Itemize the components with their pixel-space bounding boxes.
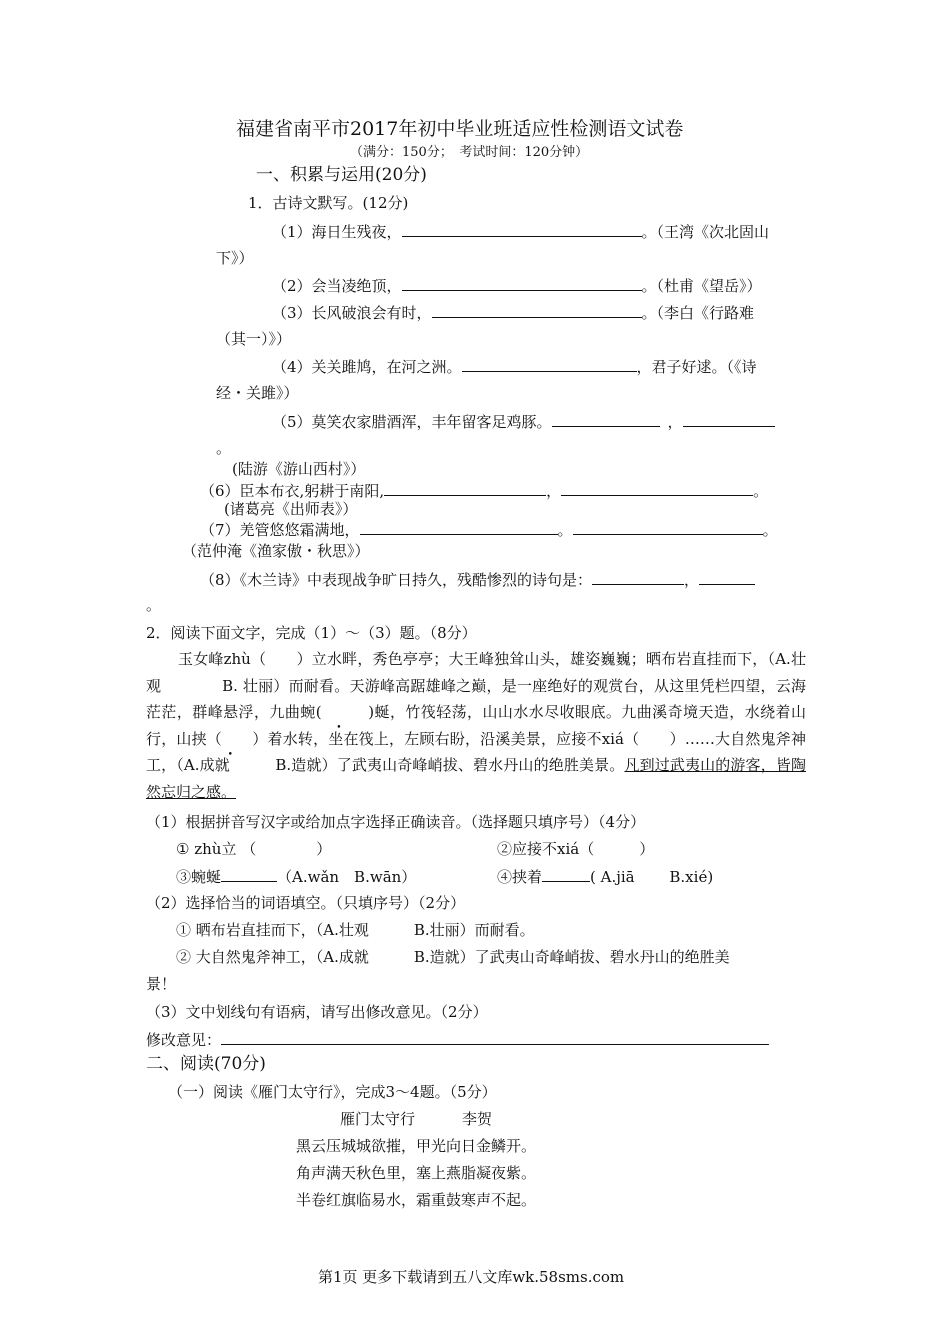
poem-line: 半卷红旗临易水，霜重鼓寒声不起。 bbox=[296, 1191, 537, 1209]
answer-blank[interactable] bbox=[221, 867, 277, 882]
subquestion-2-heading: （2）选择恰当的词语填空。（只填序号）（2分） bbox=[146, 894, 466, 912]
poem-item-7-text: （7）羌管悠悠霜满地， bbox=[200, 521, 360, 539]
poem-author: 李贺 bbox=[462, 1110, 493, 1128]
poem-line: 黑云压城城欲摧，甲光向日金鳞开。 bbox=[296, 1137, 537, 1155]
poem-item-4-cont: 经・关雎》） bbox=[216, 384, 299, 402]
page-title: 福建省南平市2017年初中毕业班适应性检测语文试卷 bbox=[236, 118, 684, 140]
answer-blank[interactable] bbox=[432, 303, 642, 318]
poem-item-6-comma: ， bbox=[546, 482, 562, 500]
poem-item-4 bbox=[272, 357, 757, 376]
poem-item-5-comma: ， bbox=[667, 413, 683, 431]
subquestion-3-heading: （3）文中划线句有语病，请写出修改意见。（2分） bbox=[146, 1003, 488, 1021]
poem-item-6 bbox=[200, 481, 768, 500]
answer-blank[interactable] bbox=[552, 412, 660, 427]
revision-label: 修改意见： bbox=[146, 1031, 222, 1049]
poem-item-8-end: 。 bbox=[146, 596, 162, 614]
page-footer: 第1页 更多下载请到五八文库wk.58sms.com bbox=[318, 1268, 625, 1286]
poem-item-8-text: （8）《木兰诗》中表现战争旷日持久，残酷惨烈的诗句是： bbox=[200, 571, 593, 589]
poem-item-6-source: (诸葛亮《出师表》） bbox=[224, 500, 358, 518]
dotted-character: 蜿 • bbox=[300, 703, 315, 721]
poem-item-4-source: ，君子好逑。（《诗 bbox=[636, 358, 757, 376]
poem-item-5-text: （5）莫笑农家腊酒浑，丰年留客足鸡豚。 bbox=[272, 413, 552, 431]
exam-info: （满分：150分； 考试时间：120分钟） bbox=[350, 145, 589, 160]
reading-part-1-heading: （一）阅读《雁门太守行》，完成3～4题。（5分） bbox=[168, 1083, 497, 1101]
subquestion-2a: ① 晒布岩直挂而下，（A.壮观 B.壮丽）而耐看。 bbox=[176, 921, 535, 939]
underlined-sentence: 凡到过武夷山的游客，皆陶然忘归之感。 bbox=[146, 756, 806, 801]
poem-title: 雁门太守行 bbox=[340, 1110, 416, 1128]
subquestion-1c-options: （A.wǎn B.wān） bbox=[277, 868, 417, 886]
poem-item-2 bbox=[272, 276, 762, 295]
answer-blank[interactable] bbox=[573, 520, 763, 535]
passage-text-1: 玉女峰zhù（ ）立水畔，秀色亭亭；大王峰独耸山头，雄姿巍巍；晒布岩直挂而下，（A.壮观 B. 壮丽）而耐看。天游峰高踞雄峰之巅，是一座绝好的观赏台，从这里凭栏四望，云海茫茫，群峰悬浮，九曲 bbox=[146, 650, 806, 721]
subquestion-1c bbox=[176, 867, 416, 886]
poem-item-7-comma: 。 bbox=[557, 521, 573, 539]
subquestion-1a: ① zhù立 （ ） bbox=[176, 840, 332, 858]
poem-item-6-text: （6）臣本布衣,躬耕于南阳, bbox=[200, 482, 385, 500]
answer-blank[interactable] bbox=[542, 867, 590, 882]
answer-blank[interactable] bbox=[683, 412, 775, 427]
poem-item-1-text: （1）海日生残夜， bbox=[272, 223, 402, 241]
question-1-heading: 1．古诗文默写。(12分) bbox=[248, 194, 409, 212]
poem-item-6-end: 。 bbox=[753, 482, 769, 500]
answer-blank[interactable] bbox=[561, 481, 753, 496]
subquestion-2b: ② 大自然鬼斧神工，（A.成就 B.造就）了武夷山奇峰峭拔、碧水丹山的绝胜美 bbox=[176, 948, 730, 966]
section-heading-1: 一、积累与运用(20分) bbox=[256, 165, 427, 185]
answer-blank[interactable] bbox=[402, 276, 642, 291]
reading-passage bbox=[146, 646, 806, 805]
poem-item-7 bbox=[200, 520, 778, 539]
answer-blank[interactable] bbox=[592, 570, 684, 585]
dotted-character: 挟 • bbox=[192, 730, 207, 748]
subquestion-2b-cont: 景！ bbox=[146, 975, 177, 993]
poem-item-7-end: 。 bbox=[762, 521, 778, 539]
poem-item-3 bbox=[272, 303, 754, 322]
subquestion-1c-text: ③蜿蜒 bbox=[176, 868, 222, 886]
poem-item-8-comma: ， bbox=[684, 571, 700, 589]
answer-blank[interactable] bbox=[221, 1030, 769, 1045]
poem-item-2-text: （2）会当凌绝顶， bbox=[272, 277, 402, 295]
subquestion-1-heading: （1）根据拼音写汉字或给加点字选择正确读音。（选择题只填序号）（4分） bbox=[146, 813, 646, 831]
subquestion-1d-text: ④挟着 bbox=[497, 868, 543, 886]
answer-blank[interactable] bbox=[360, 520, 558, 535]
answer-blank[interactable] bbox=[699, 570, 755, 585]
question-2-heading: 2．阅读下面文字，完成（1）～（3）题。（8分） bbox=[146, 624, 477, 642]
poem-item-3-text: （3）长风破浪会有时， bbox=[272, 304, 432, 322]
poem-item-5 bbox=[272, 412, 775, 431]
answer-blank[interactable] bbox=[384, 481, 546, 496]
subquestion-1b: ②应接不xiá（ ） bbox=[497, 840, 655, 858]
poem-item-1-source: 。（王湾《次北固山 bbox=[641, 223, 770, 241]
poem-item-7-source: （范仲淹《渔家傲・秋思》） bbox=[182, 542, 370, 560]
poem-item-2-source: 。（杜甫《望岳》） bbox=[641, 277, 762, 295]
poem-item-1 bbox=[272, 222, 769, 241]
subquestion-1d bbox=[497, 867, 713, 886]
answer-blank[interactable] bbox=[402, 222, 642, 237]
passage-text-2: ( )蜒，竹筏轻荡，山山水水尽收眼底。九曲溪奇境天造，水绕着山行，山 bbox=[146, 703, 806, 748]
section-heading-2: 二、阅读(70分) bbox=[146, 1054, 266, 1074]
poem-item-5-source: (陆游《游山西村》） bbox=[232, 460, 366, 478]
poem-item-4-text: （4）关关雎鸠，在河之洲。 bbox=[272, 358, 462, 376]
poem-item-3-cont: （其一）》） bbox=[216, 330, 292, 348]
subquestion-1d-options: ( A.jiā B.xié) bbox=[590, 868, 714, 886]
answer-blank[interactable] bbox=[462, 357, 637, 372]
poem-item-5-end: 。 bbox=[216, 439, 232, 457]
poem-line: 角声满天秋色里，塞上燕脂凝夜紫。 bbox=[296, 1164, 537, 1182]
poem-item-3-source: 。（李白《行路难 bbox=[641, 304, 755, 322]
poem-item-1-cont: 下》） bbox=[216, 249, 254, 267]
poem-item-8 bbox=[200, 570, 755, 589]
revision-line bbox=[146, 1030, 769, 1049]
passage-text-3: （ ）着水转，坐在筏上，左顾右盼，沿溪美景，应接不xiá（ ）……大自然鬼斧神工，（A.成就 B.造就）了武夷山奇峰峭拔、碧水丹山的绝胜美景。 bbox=[146, 729, 806, 774]
